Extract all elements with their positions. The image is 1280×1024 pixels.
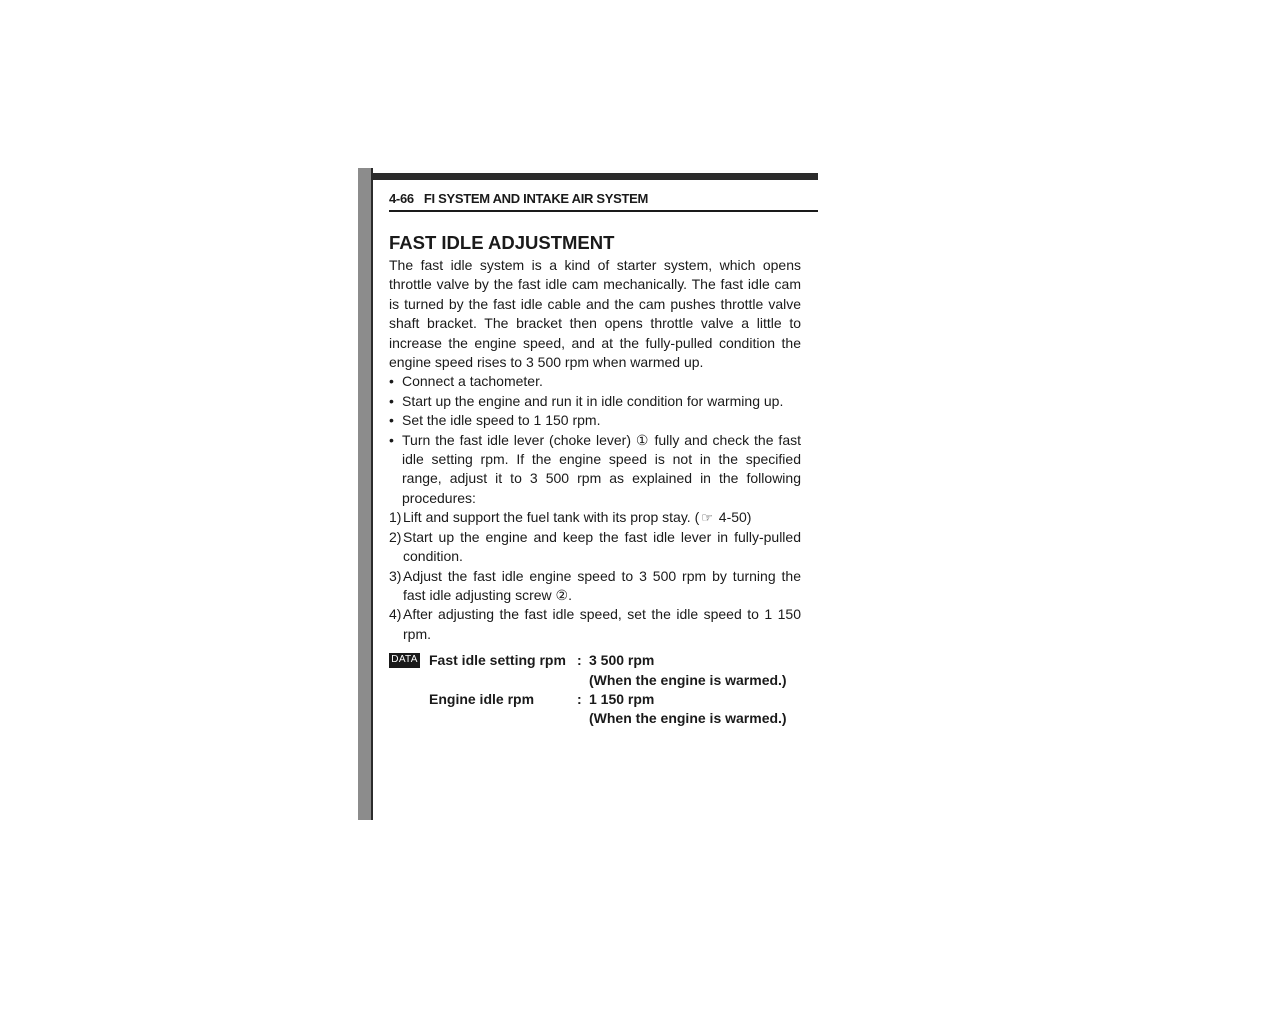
spec-note-row <box>389 671 801 690</box>
bullet-item: • Set the idle speed to 1 150 rpm. <box>389 411 801 430</box>
bullet-item: • Connect a tachometer. <box>389 372 801 391</box>
spec-block <box>389 651 801 729</box>
reference-hand-icon: ☞ <box>701 510 713 526</box>
page-title: FAST IDLE ADJUSTMENT <box>389 232 615 253</box>
bullet-list <box>389 372 801 508</box>
spec-row <box>389 690 801 709</box>
step-number: 2) <box>389 528 402 545</box>
spec-note: (When the engine is warmed.) <box>589 671 787 688</box>
spec-label: Fast idle setting rpm <box>429 652 566 669</box>
step-reference: 4-50) <box>714 509 752 526</box>
page-header <box>389 190 818 212</box>
step-item <box>389 605 801 644</box>
page-edge-bar <box>358 168 373 820</box>
step-text: Start up the engine and keep the fast idle lever in fully-pulled condition. <box>403 528 801 565</box>
spec-colon: : <box>577 652 582 669</box>
step-text: Lift and support the fuel tank with its prop stay. ( <box>403 509 700 526</box>
spec-value: 3 500 rpm <box>589 652 655 669</box>
spec-note-row <box>389 709 801 728</box>
spec-label: Engine idle rpm <box>429 690 535 707</box>
step-text: After adjusting the fast idle speed, set the idle speed to 1 150 rpm. <box>403 606 801 642</box>
step-item <box>389 508 801 527</box>
spec-note: (When the engine is warmed.) <box>589 710 787 727</box>
spec-colon: : <box>577 690 582 707</box>
bullet-item: • Start up the engine and run it in idle condition for warming up. <box>389 392 801 411</box>
intro-paragraph: The fast idle system is a kind of starter system, which opens throttle valve by the fast idle cam mechanically. The fast idle cam is turned by the fast idle cable and the cam pushes throttle valve shaft bracket. The bracket then opens throttle valve a little to increase the engine speed, and at the fully-pulled condition the engine speed rises to 3 500 rpm when warmed up. <box>389 257 801 371</box>
section-title: FI SYSTEM AND INTAKE AIR SYSTEM <box>423 191 649 206</box>
spec-value: 1 150 rpm <box>589 690 655 707</box>
step-number: 3) <box>389 567 402 584</box>
step-list <box>389 508 801 644</box>
data-icon: DATA <box>389 653 420 668</box>
step-number: 1) <box>389 509 402 526</box>
step-text: Adjust the fast idle engine speed to 3 500 rpm by turning the fast idle adjusting screw ②. <box>403 567 801 603</box>
manual-page <box>358 168 818 820</box>
step-number: 4) <box>389 606 402 623</box>
page-number: 4-66 <box>389 191 414 206</box>
spec-row <box>389 651 801 670</box>
top-rule <box>373 173 818 180</box>
step-item <box>389 528 801 567</box>
bullet-item: • Turn the fast idle lever (choke lever) ① fully and check the fast idle setting rpm. If the engine speed is not in the specified range, adjust it to 3 500 rpm as explained in the following procedures: <box>389 431 801 509</box>
step-item <box>389 567 801 606</box>
page-content <box>389 231 801 729</box>
